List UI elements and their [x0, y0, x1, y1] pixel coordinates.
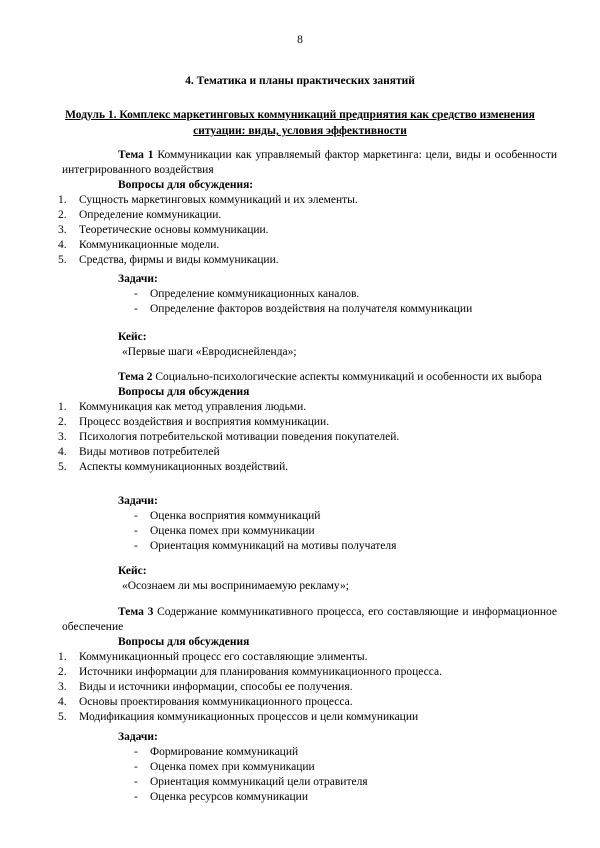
item-text: Процесс воздействия и восприятия коммуникации.: [79, 416, 330, 428]
item-number: 1.: [58, 651, 67, 663]
item-text: Коммуникационные модели.: [79, 239, 220, 251]
item-dash: -: [134, 746, 138, 758]
item-number: 1.: [58, 194, 67, 206]
item-text: Основы проектирования коммуникационного процесса.: [79, 696, 353, 708]
questions-list: [58, 400, 557, 475]
list-item: [62, 302, 557, 317]
topic-title: [62, 148, 557, 178]
topic-text: Коммуникации как управляемый фактор маркетинга: цели, виды и особенности интегрированного воздействия: [62, 149, 557, 176]
topic-text: Содержание коммуникативного процесса, его составляющие и информационное обеспечение: [62, 606, 557, 633]
topic-title: [62, 370, 557, 385]
topic-1-tasks: [62, 272, 557, 317]
item-text: Оценка помех при коммуникации: [150, 761, 315, 773]
tasks-heading: Задачи:: [118, 273, 158, 285]
case-heading: Кейс:: [118, 331, 147, 343]
list-item: [58, 415, 557, 430]
item-number: 4.: [58, 239, 67, 251]
list-item: [62, 539, 557, 554]
item-text: Ориентация коммуникаций цели отравителя: [150, 776, 368, 788]
item-text: Определение коммуникационных каналов.: [150, 288, 360, 300]
item-text: Аспекты коммуникационных воздействий.: [79, 461, 289, 473]
list-item: [58, 253, 557, 268]
tasks-heading: Задачи:: [118, 495, 158, 507]
topic-label: Тема 3: [118, 606, 154, 618]
tasks-list: [62, 287, 557, 317]
case-heading: Кейс:: [118, 565, 147, 577]
tasks-heading: Задачи:: [118, 731, 158, 743]
item-text: Теоретические основы коммуникации.: [79, 224, 269, 236]
item-number: 2.: [58, 209, 67, 221]
tasks-list: [62, 745, 557, 805]
page-number: 8: [297, 34, 303, 46]
list-item: [62, 760, 557, 775]
item-text: Средства, фирмы и виды коммуникации.: [79, 254, 279, 266]
item-number: 5.: [58, 254, 67, 266]
module-title: Модуль 1. Комплекс маркетинговых коммуникаций предприятия как средство изменения ситуации: виды, условия эффективности: [65, 109, 535, 137]
item-dash: -: [134, 540, 138, 552]
item-text: Виды мотивов потребителей: [79, 446, 220, 458]
list-item: [58, 665, 557, 680]
list-item: [58, 460, 557, 475]
item-dash: -: [134, 791, 138, 803]
list-item: [58, 650, 557, 665]
item-text: Ориентация коммуникаций на мотивы получателя: [150, 540, 397, 552]
list-item: [62, 287, 557, 302]
item-number: 3.: [58, 431, 67, 443]
item-text: Оценка ресурсов коммуникации: [150, 791, 308, 803]
item-text: Модификациия коммуникационных процессов и цели коммуникации: [79, 711, 419, 723]
case-text: «Осознаем ли мы воспринимаемую рекламу»;: [122, 580, 349, 592]
item-number: 3.: [58, 681, 67, 693]
item-text: Оценка восприятия коммуникаций: [150, 510, 321, 522]
questions-list: [58, 193, 557, 268]
topic-1: [58, 148, 557, 268]
item-number: 3.: [58, 224, 67, 236]
item-dash: -: [134, 525, 138, 537]
list-item: [62, 745, 557, 760]
item-text: Коммуникация как метод управления людьми.: [79, 401, 307, 413]
item-number: 4.: [58, 696, 67, 708]
list-item: [58, 695, 557, 710]
item-dash: -: [134, 776, 138, 788]
list-item: [62, 790, 557, 805]
list-item: [58, 680, 557, 695]
list-item: [58, 430, 557, 445]
topic-label: Тема 2: [118, 371, 153, 383]
list-item: [58, 208, 557, 223]
item-dash: -: [134, 303, 138, 315]
topic-3: [58, 605, 557, 725]
list-item: [62, 524, 557, 539]
item-number: 1.: [58, 401, 67, 413]
questions-list: [58, 650, 557, 725]
list-item: [58, 400, 557, 415]
questions-heading: Вопросы для обсуждения:: [118, 179, 254, 191]
item-text: Коммуникационный процесс его составляющие элименты.: [79, 651, 368, 663]
topic-1-case: [62, 330, 557, 360]
questions-heading: Вопросы для обсуждения: [118, 636, 250, 648]
topic-label: Тема 1: [118, 149, 154, 161]
item-text: Психология потребительской мотивации поведения покупателей.: [79, 431, 400, 443]
tasks-list: [62, 509, 557, 554]
item-text: Формирование коммуникаций: [150, 746, 299, 758]
item-text: Сущность маркетинговых коммуникаций и их элементы.: [79, 194, 358, 206]
list-item: [62, 775, 557, 790]
item-dash: -: [134, 510, 138, 522]
list-item: [58, 710, 557, 725]
item-number: 2.: [58, 416, 67, 428]
item-dash: -: [134, 288, 138, 300]
case-text: «Первые шаги «Евродиснейленда»;: [122, 346, 297, 358]
topic-3-tasks: [62, 730, 557, 805]
topic-title: [62, 605, 557, 635]
section-title: 4. Тематика и планы практических занятий: [185, 75, 415, 87]
list-item: [58, 445, 557, 460]
item-dash: -: [134, 761, 138, 773]
item-number: 5.: [58, 461, 67, 473]
item-text: Оценка помех при коммуникации: [150, 525, 315, 537]
item-number: 4.: [58, 446, 67, 458]
topic-2: [58, 370, 557, 475]
item-number: 5.: [58, 711, 67, 723]
list-item: [58, 193, 557, 208]
item-text: Виды и источники информации, способы ее получения.: [79, 681, 353, 693]
list-item: [58, 238, 557, 253]
item-text: Определение коммуникации.: [79, 209, 222, 221]
questions-heading: Вопросы для обсуждения: [118, 386, 250, 398]
item-text: Источники информации для планирования коммуникационного процесса.: [79, 666, 442, 678]
item-text: Определение факторов воздействия на получателя коммуникации: [150, 303, 473, 315]
topic-text: Социально-психологические аспекты коммуникаций и особенности их выбора: [155, 371, 542, 383]
item-number: 2.: [58, 666, 67, 678]
topic-2-tasks: [62, 494, 557, 554]
topic-2-case: [62, 564, 557, 594]
list-item: [58, 223, 557, 238]
list-item: [62, 509, 557, 524]
